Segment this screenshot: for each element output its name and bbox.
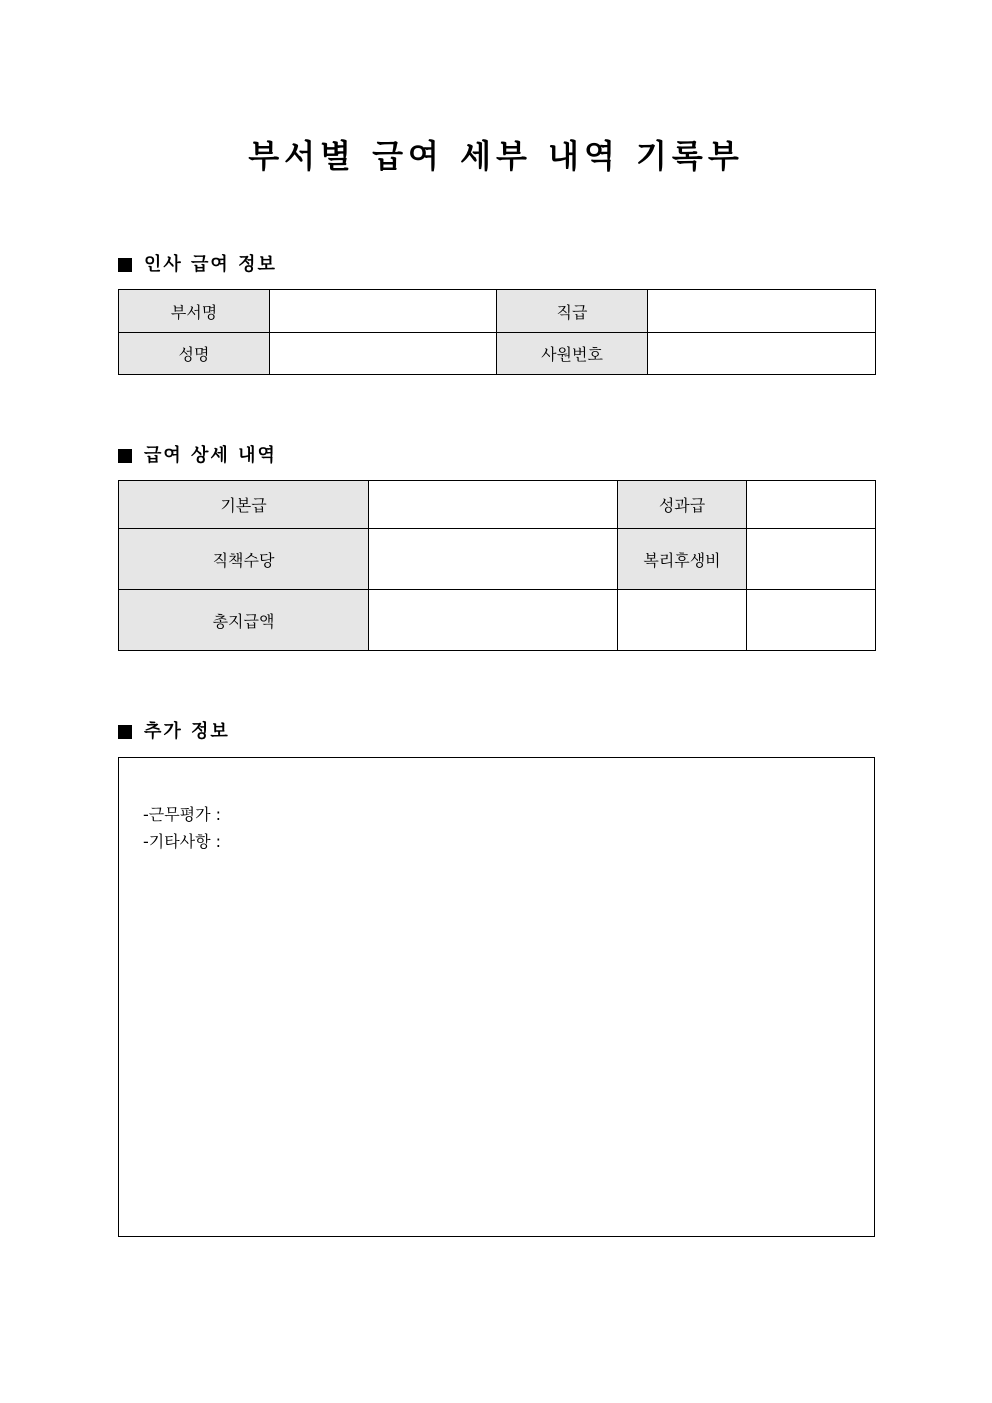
position-field[interactable] — [648, 290, 876, 333]
salary-table — [118, 480, 876, 651]
square-bullet-icon — [118, 449, 132, 463]
label-employee-number: 사원번호 — [497, 333, 648, 375]
total-pay-field[interactable] — [369, 590, 618, 651]
section-heading-salary — [118, 444, 277, 468]
label-total-pay: 총지급액 — [119, 590, 369, 651]
label-position: 직급 — [497, 290, 648, 333]
position-allowance-field[interactable] — [369, 529, 618, 590]
empty-cell[interactable] — [618, 590, 747, 651]
square-bullet-icon — [118, 258, 132, 272]
section-heading-additional — [118, 720, 230, 744]
page-title: 부서별 급여 세부 내역 기록부 — [248, 137, 744, 175]
department-field[interactable] — [270, 290, 497, 333]
table-row — [119, 333, 876, 375]
additional-info-box[interactable] — [118, 757, 875, 1237]
label-position-allowance: 직책수당 — [119, 529, 369, 590]
bonus-field[interactable] — [747, 481, 876, 529]
label-bonus: 성과급 — [618, 481, 747, 529]
name-field[interactable] — [270, 333, 497, 375]
welfare-expense-field[interactable] — [747, 529, 876, 590]
label-base-pay: 기본급 — [119, 481, 369, 529]
table-row — [119, 481, 876, 529]
section-title: 추가 정보 — [144, 721, 230, 742]
personnel-table — [118, 289, 876, 375]
employee-number-field[interactable] — [648, 333, 876, 375]
section-heading-personnel — [118, 253, 277, 277]
section-title: 인사 급여 정보 — [144, 254, 277, 275]
label-welfare-expense: 복리후생비 — [618, 529, 747, 590]
note-line-other: -기타사항 : — [143, 832, 222, 851]
table-row — [119, 290, 876, 333]
square-bullet-icon — [118, 725, 132, 739]
label-name: 성명 — [119, 333, 270, 375]
empty-cell[interactable] — [747, 590, 876, 651]
section-title: 급여 상세 내역 — [144, 445, 277, 466]
label-department: 부서명 — [119, 290, 270, 333]
table-row — [119, 529, 876, 590]
table-row — [119, 590, 876, 651]
base-pay-field[interactable] — [369, 481, 618, 529]
note-line-evaluation: -근무평가 : — [143, 805, 222, 824]
